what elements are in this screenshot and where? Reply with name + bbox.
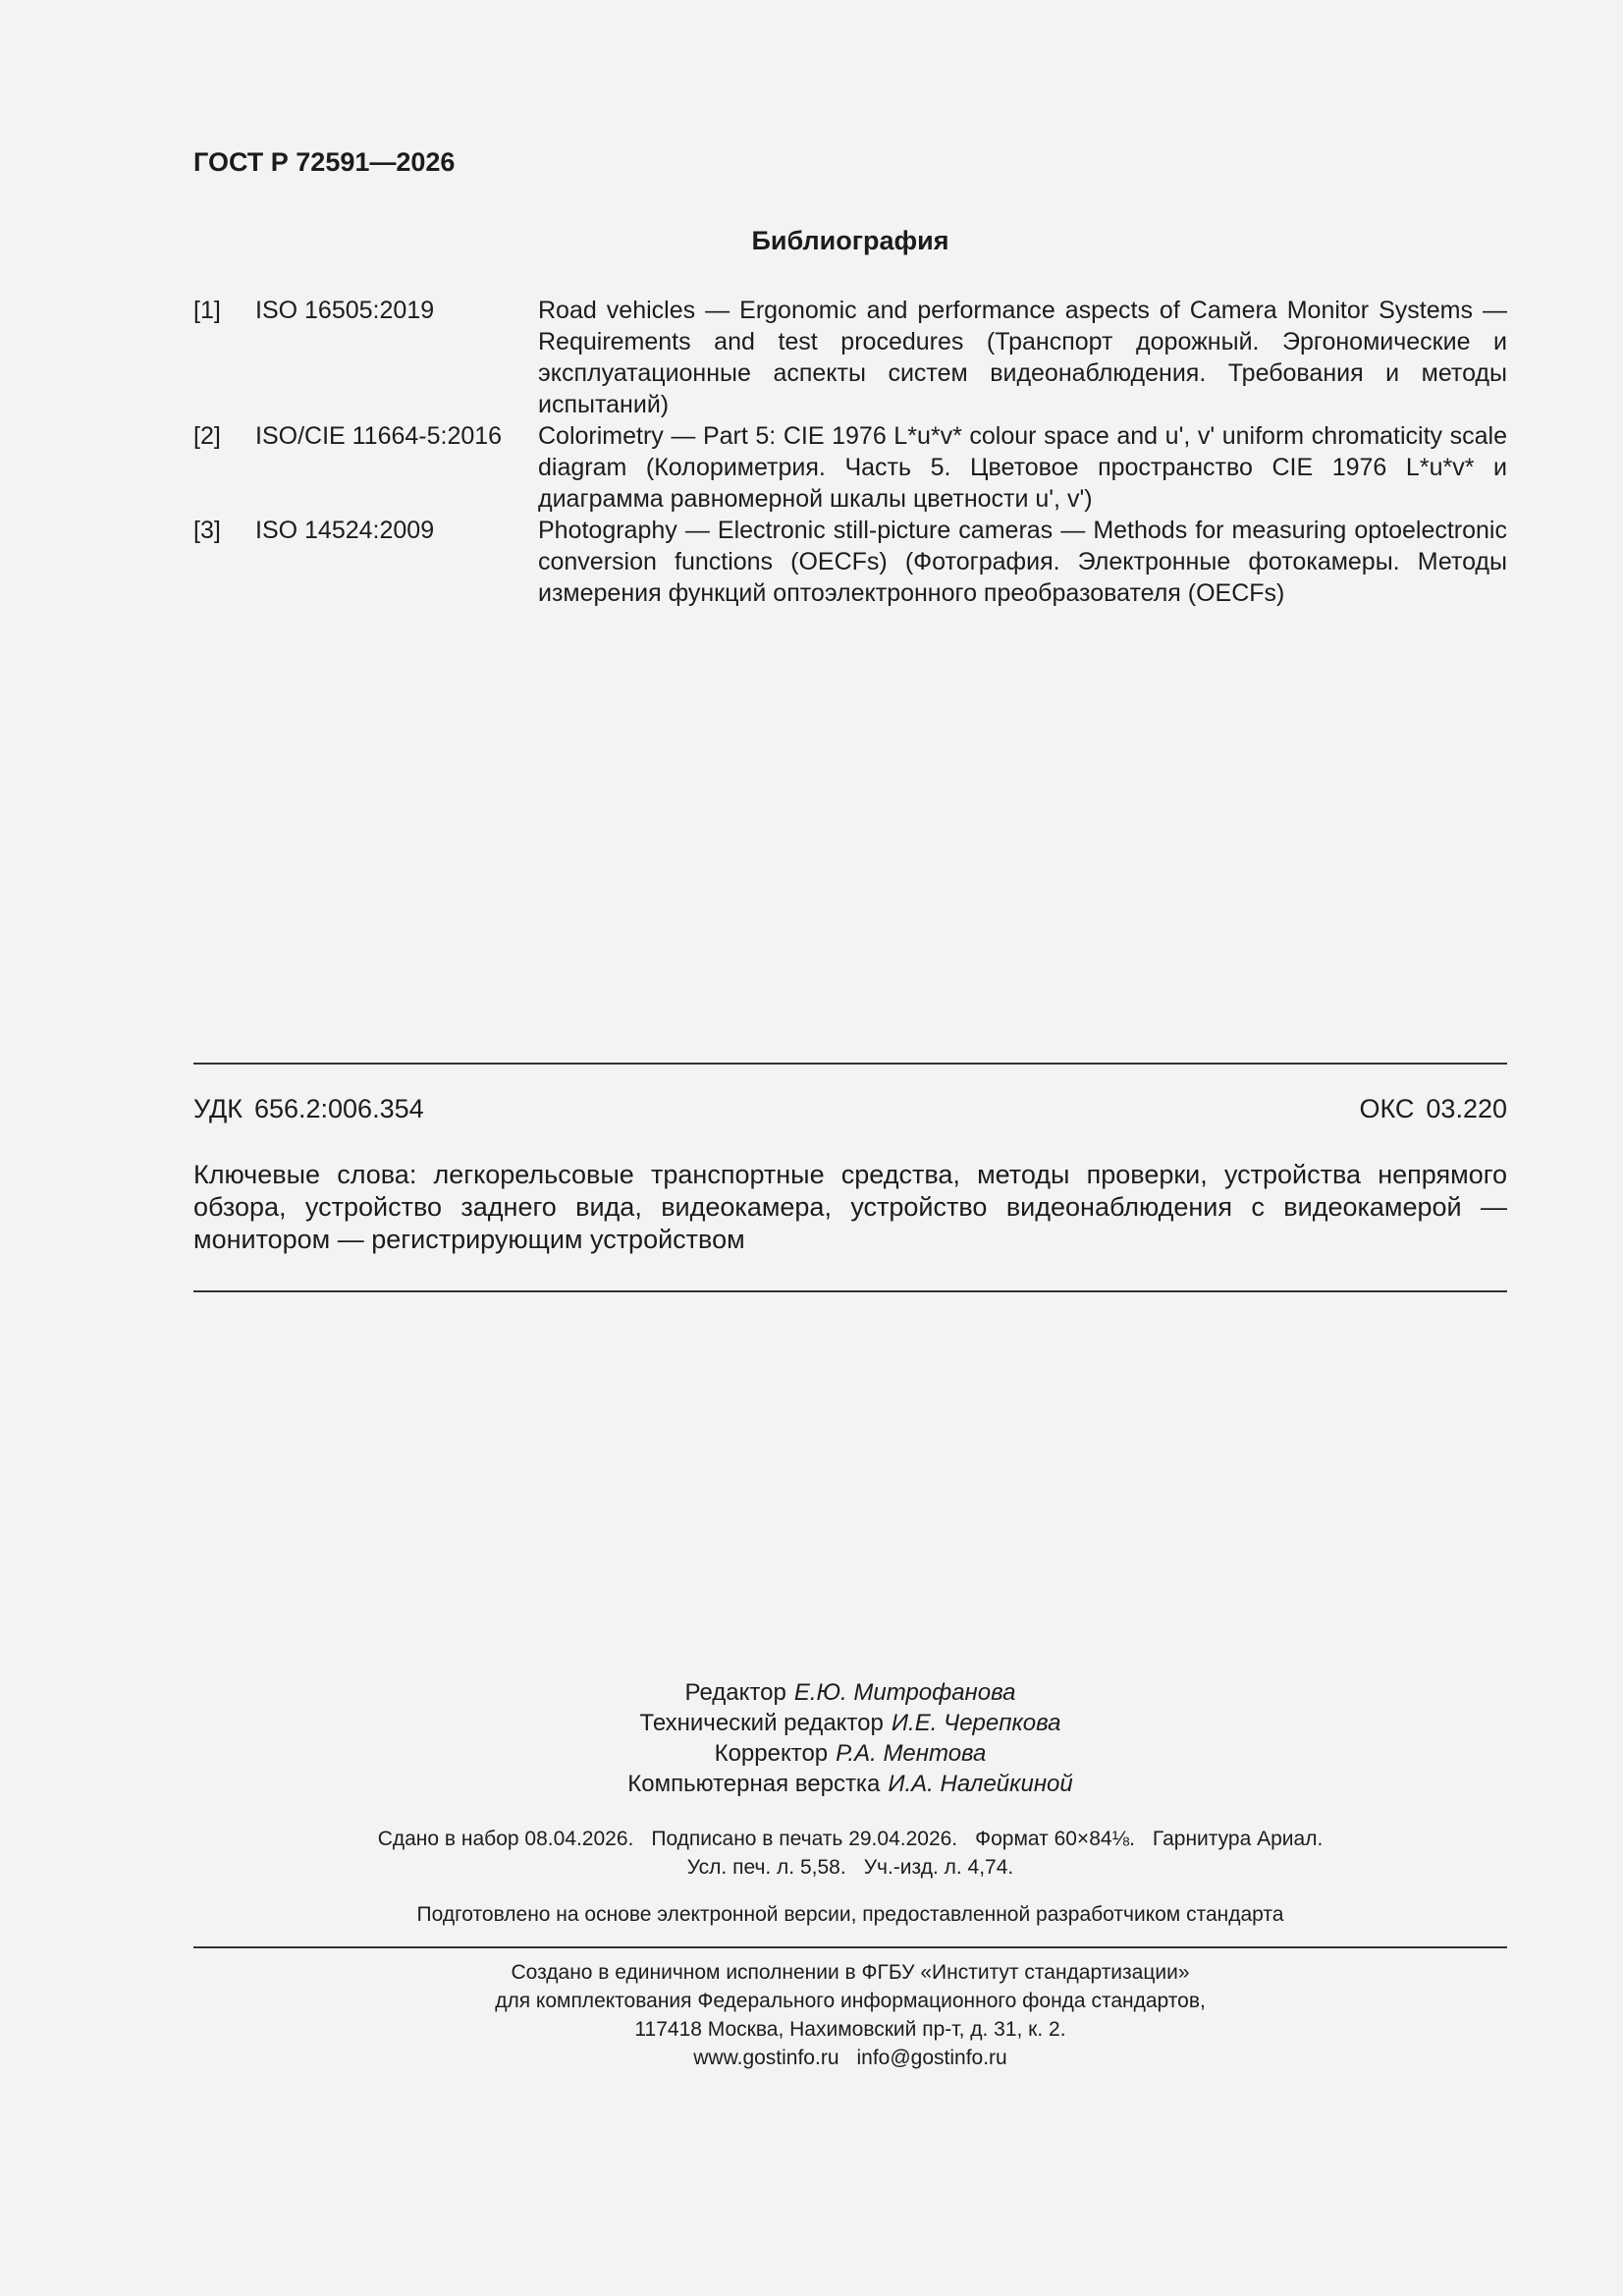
publisher-links xyxy=(193,2044,1507,2072)
entry-title: Colorimetry — Part 5: CIE 1976 L*u*v* colour space and u', v' uniform chromaticity scale diagram (Колориметрия. Часть 5. Цветовое пространство CIE 1976 L*u*v* и диаграмма равномерной шкалы цветности u', v') xyxy=(538,422,1507,513)
credit-line xyxy=(193,1769,1507,1799)
credit-role: Корректор xyxy=(714,1740,829,1767)
bibliography-entry xyxy=(193,295,1507,420)
credit-name: Р.А. Ментова xyxy=(836,1740,987,1767)
credit-role: Редактор xyxy=(684,1679,786,1706)
print-info-line xyxy=(193,1825,1507,1853)
keywords: Ключевые слова: легкорельсовые транспортные средства, методы проверки, устройства непрямого обзора, устройство заднего вида, видеокамера, устройство видеонаблюдения с видеокамерой — монитором — регистрирующим устройством xyxy=(193,1160,1507,1254)
entry-title: Photography — Electronic still-picture cameras — Methods for measuring optoelectronic conversion functions (OECFs) (Фотография. Электронные фотокамеры. Методы измерения функций оптоэлектронного преобразователя (OECFs) xyxy=(538,517,1507,607)
oks-label: ОКС xyxy=(1359,1094,1415,1123)
credits xyxy=(193,1677,1507,1799)
udk-value: 656.2:006.354 xyxy=(253,1094,424,1123)
credit-line xyxy=(193,1738,1507,1769)
print-info xyxy=(193,1825,1507,1882)
publisher-info xyxy=(193,1958,1507,2072)
entry-number: [2] xyxy=(193,422,221,450)
entry-title: Road vehicles — Ergonomic and performance aspects of Camera Monitor Systems — Requirements and test procedures (Транспорт дорожный. Эргономические и эксплуатационные аспекты систем видеонаблюдения. Требования и методы испытаний) xyxy=(538,297,1507,418)
bibliography-list xyxy=(193,295,1507,609)
publisher-line: для комплектования Федерального информационного фонда стандартов, xyxy=(495,1990,1206,2012)
typeface: Гарнитура Ариал. xyxy=(1152,1828,1324,1850)
entry-standard-code: ISO/CIE 11664-5:2016 xyxy=(255,422,503,450)
udk-code xyxy=(193,1094,424,1124)
credit-line xyxy=(193,1677,1507,1708)
entry-standard-code: ISO 14524:2009 xyxy=(255,517,435,544)
credit-role: Компьютерная верстка xyxy=(627,1771,881,1797)
paper-format: Формат 60×84⅛. xyxy=(975,1828,1135,1850)
udk-label: УДК xyxy=(193,1094,243,1123)
bibliography-entry xyxy=(193,515,1507,609)
credit-name: Е.Ю. Митрофанова xyxy=(793,1679,1016,1706)
submitted-date: Сдано в набор 08.04.2026. xyxy=(377,1828,634,1850)
publisher-address: 117418 Москва, Нахимовский пр-т, д. 31, к. 2. xyxy=(634,2018,1066,2041)
publication-sheets: Уч.-изд. л. 4,74. xyxy=(863,1856,1014,1879)
oks-value: 03.220 xyxy=(1426,1094,1507,1123)
bibliography-title: Библиография xyxy=(751,226,949,255)
oks-code xyxy=(1359,1094,1507,1124)
divider-publisher xyxy=(193,1946,1507,1948)
credit-role: Технический редактор xyxy=(639,1710,884,1736)
entry-number: [3] xyxy=(193,517,221,544)
print-info-line xyxy=(193,1853,1507,1882)
print-sheets: Усл. печ. л. 5,58. xyxy=(686,1856,846,1879)
divider-keywords xyxy=(193,1290,1507,1292)
credit-name: И.Е. Черепкова xyxy=(891,1710,1061,1736)
classification-row xyxy=(193,1094,1507,1124)
credit-name: И.А. Налейкиной xyxy=(888,1771,1073,1797)
entry-number: [1] xyxy=(193,297,221,324)
signed-date: Подписано в печать 29.04.2026. xyxy=(651,1828,958,1850)
entry-standard-code: ISO 16505:2019 xyxy=(255,297,435,324)
divider-top xyxy=(193,1063,1507,1065)
email-link[interactable]: info@gostinfo.ru xyxy=(856,2047,1007,2069)
publisher-line: Создано в единичном исполнении в ФГБУ «Институт стандартизации» xyxy=(511,1961,1190,1984)
bibliography-entry xyxy=(193,420,1507,515)
standard-code: ГОСТ Р 72591—2026 xyxy=(193,147,456,177)
prepared-note: Подготовлено на основе электронной версии, предоставленной разработчиком стандарта xyxy=(416,1903,1284,1926)
website-link[interactable]: www.gostinfo.ru xyxy=(693,2047,839,2069)
credit-line xyxy=(193,1708,1507,1738)
